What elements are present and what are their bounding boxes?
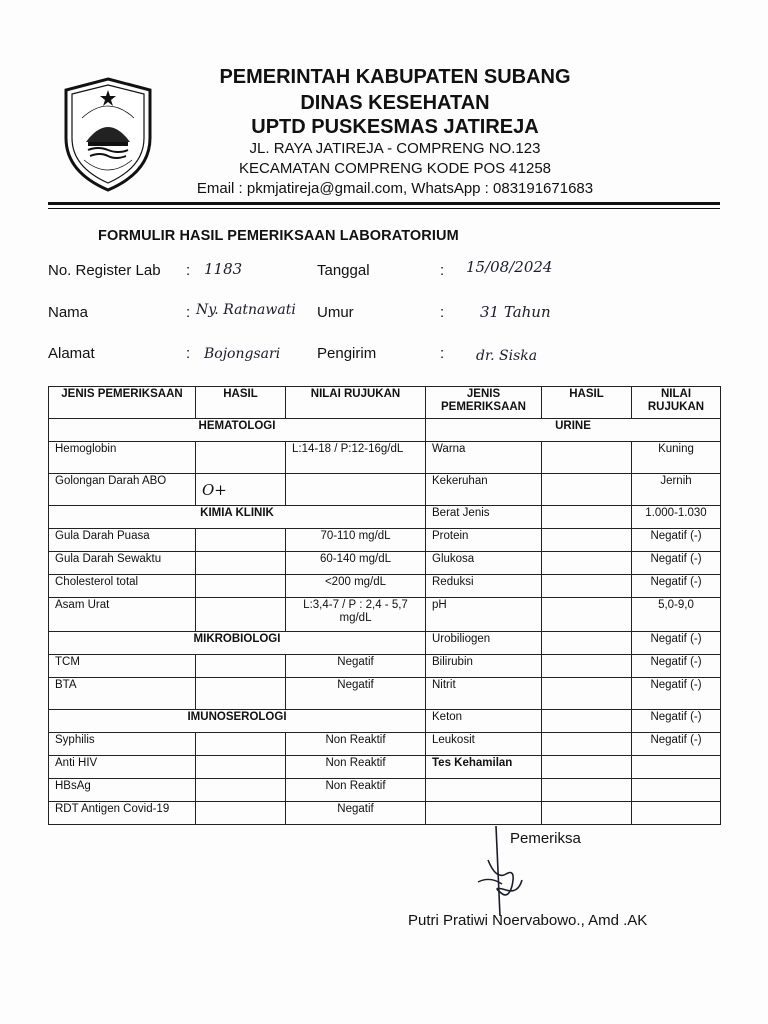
urine-test-name: Nitrit [426, 678, 542, 710]
urine-test-reference [632, 779, 721, 802]
header-address: JL. RAYA JATIREJA - COMPRENG NO.123 [249, 140, 541, 157]
test-reference: Non Reaktif [286, 733, 426, 756]
test-reference: <200 mg/dL [286, 575, 426, 598]
urine-test-name: Keton [426, 710, 542, 733]
test-reference [286, 474, 426, 506]
urine-test-reference [632, 756, 721, 779]
urine-test-reference: Negatif (-) [632, 733, 721, 756]
test-result [196, 733, 286, 756]
register-label: No. Register Lab [48, 262, 161, 279]
lab-results-table [48, 386, 721, 825]
urine-test-reference: 5,0-9,0 [632, 598, 721, 632]
test-reference: L:3,4-7 / P : 2,4 - 5,7 mg/dL [286, 598, 426, 632]
table-row [49, 474, 721, 506]
col-header-nilai-right: NILAI RUJUKAN [632, 387, 721, 419]
urine-test-result [542, 529, 632, 552]
name-label: Nama [48, 304, 89, 321]
test-result [196, 779, 286, 802]
header-contact: Email : pkmjatireja@gmail.com, WhatsApp : 083191671683 [196, 180, 594, 197]
table-row [49, 442, 721, 474]
urine-test-result [542, 802, 632, 825]
urine-test-reference: Negatif (-) [632, 710, 721, 733]
age-label: Umur [317, 304, 354, 321]
urine-test-name: Warna [426, 442, 542, 474]
header-government: PEMERINTAH KABUPATEN SUBANG [219, 66, 571, 88]
table-row [49, 529, 721, 552]
header-rule-thick [48, 202, 720, 205]
col-header-hasil: HASIL [196, 387, 286, 419]
urine-test-result [542, 474, 632, 506]
urine-test-name: Berat Jenis [426, 506, 542, 529]
test-result [196, 575, 286, 598]
table-row [49, 710, 721, 733]
test-result [196, 802, 286, 825]
examiner-label: Pemeriksa [510, 830, 581, 847]
date-label: Tanggal [317, 262, 370, 279]
register-colon: : [186, 262, 191, 279]
age-value: 31 Tahun [480, 303, 551, 321]
test-name: Syphilis [49, 733, 196, 756]
urine-test-name: Urobiliogen [426, 632, 542, 655]
urine-test-result [542, 678, 632, 710]
address-label: Alamat [48, 345, 95, 362]
table-row [49, 632, 721, 655]
urine-test-result [542, 598, 632, 632]
table-row [49, 779, 721, 802]
test-name: Cholesterol total [49, 575, 196, 598]
table-row [49, 756, 721, 779]
urine-test-reference [632, 802, 721, 825]
header-district: KECAMATAN COMPRENG KODE POS 41258 [238, 160, 552, 177]
test-name: BTA [49, 678, 196, 710]
test-reference: 70-110 mg/dL [286, 529, 426, 552]
age-colon: : [440, 304, 445, 321]
urine-test-reference: Negatif (-) [632, 552, 721, 575]
name-value: Ny. Ratnawati [196, 302, 296, 318]
date-colon: : [440, 262, 445, 279]
section-kimia-klinik: KIMIA KLINIK [49, 506, 426, 529]
table-row [49, 733, 721, 756]
table-row [49, 552, 721, 575]
test-reference: Non Reaktif [286, 756, 426, 779]
urine-test-result [542, 632, 632, 655]
urine-test-name: Protein [426, 529, 542, 552]
sender-colon: : [440, 345, 445, 362]
test-name: Golongan Darah ABO [49, 474, 196, 506]
test-reference: L:14-18 / P:12-16g/dL [286, 442, 426, 474]
urine-test-reference: Jernih [632, 474, 721, 506]
urine-test-result [542, 655, 632, 678]
urine-test-name [426, 779, 542, 802]
address-value: Bojongsari [204, 346, 281, 362]
urine-test-reference: Negatif (-) [632, 655, 721, 678]
test-reference: Negatif [286, 802, 426, 825]
urine-test-result [542, 575, 632, 598]
urine-test-reference: Negatif (-) [632, 632, 721, 655]
table-row [49, 419, 721, 442]
col-header-nilai: NILAI RUJUKAN [286, 387, 426, 419]
header-department: DINAS KESEHATAN [300, 92, 490, 114]
test-name: Asam Urat [49, 598, 196, 632]
address-colon: : [186, 345, 191, 362]
handwritten-signature [466, 820, 536, 920]
section-hematologi: HEMATOLOGI [49, 419, 426, 442]
urine-test-name: Bilirubin [426, 655, 542, 678]
urine-test-result [542, 779, 632, 802]
header-puskesmas: UPTD PUSKESMAS JATIREJA [251, 116, 539, 138]
col-header-jenis: JENIS PEMERIKSAAN [49, 387, 196, 419]
urine-test-name: Kekeruhan [426, 474, 542, 506]
test-reference: 60-140 mg/dL [286, 552, 426, 575]
test-reference: Negatif [286, 655, 426, 678]
name-colon: : [186, 304, 191, 321]
table-row [49, 575, 721, 598]
section-urine: URINE [426, 419, 721, 442]
form-title: FORMULIR HASIL PEMERIKSAAN LABORATORIUM [98, 228, 459, 244]
urine-test-result [542, 442, 632, 474]
urine-test-name: Glukosa [426, 552, 542, 575]
table-row [49, 678, 721, 710]
header-rule-thin [48, 208, 720, 209]
section-imunoserologi: IMUNOSEROLOGI [49, 710, 426, 733]
test-result [196, 529, 286, 552]
test-name: HBsAg [49, 779, 196, 802]
table-row [49, 506, 721, 529]
sender-label: Pengirim [317, 345, 377, 362]
table-row [49, 598, 721, 632]
test-result: O+ [196, 474, 286, 506]
puskesmas-logo [60, 76, 156, 194]
test-name: Anti HIV [49, 756, 196, 779]
test-result [196, 442, 286, 474]
test-result [196, 655, 286, 678]
examiner-name: Putri Pratiwi Noervabowo., Amd .AK [408, 912, 648, 929]
urine-test-result [542, 733, 632, 756]
urine-test-result [542, 506, 632, 529]
test-reference: Non Reaktif [286, 779, 426, 802]
urine-test-name: Reduksi [426, 575, 542, 598]
test-result [196, 598, 286, 632]
urine-test-reference: Negatif (-) [632, 678, 721, 710]
test-name: RDT Antigen Covid-19 [49, 802, 196, 825]
urine-test-result [542, 756, 632, 779]
test-name: Gula Darah Puasa [49, 529, 196, 552]
urine-test-name: pH [426, 598, 542, 632]
urine-test-name: Leukosit [426, 733, 542, 756]
table-header-row [49, 387, 721, 419]
test-result [196, 678, 286, 710]
test-reference: Negatif [286, 678, 426, 710]
test-name: Gula Darah Sewaktu [49, 552, 196, 575]
urine-test-result [542, 552, 632, 575]
urine-test-reference: 1.000-1.030 [632, 506, 721, 529]
urine-test-name: Tes Kehamilan [426, 756, 542, 779]
table-row [49, 655, 721, 678]
date-value: 15/08/2024 [466, 258, 553, 276]
test-name: TCM [49, 655, 196, 678]
urine-test-reference: Negatif (-) [632, 529, 721, 552]
register-value: 1183 [204, 260, 243, 278]
test-result [196, 552, 286, 575]
section-mikrobiologi: MIKROBIOLOGI [49, 632, 426, 655]
col-header-jenis-right: JENIS PEMERIKSAAN [426, 387, 542, 419]
sender-value: dr. Siska [476, 348, 538, 364]
urine-test-reference: Kuning [632, 442, 721, 474]
test-result [196, 756, 286, 779]
urine-test-reference: Negatif (-) [632, 575, 721, 598]
test-name: Hemoglobin [49, 442, 196, 474]
urine-test-result [542, 710, 632, 733]
table-row [49, 802, 721, 825]
col-header-hasil-right: HASIL [542, 387, 632, 419]
